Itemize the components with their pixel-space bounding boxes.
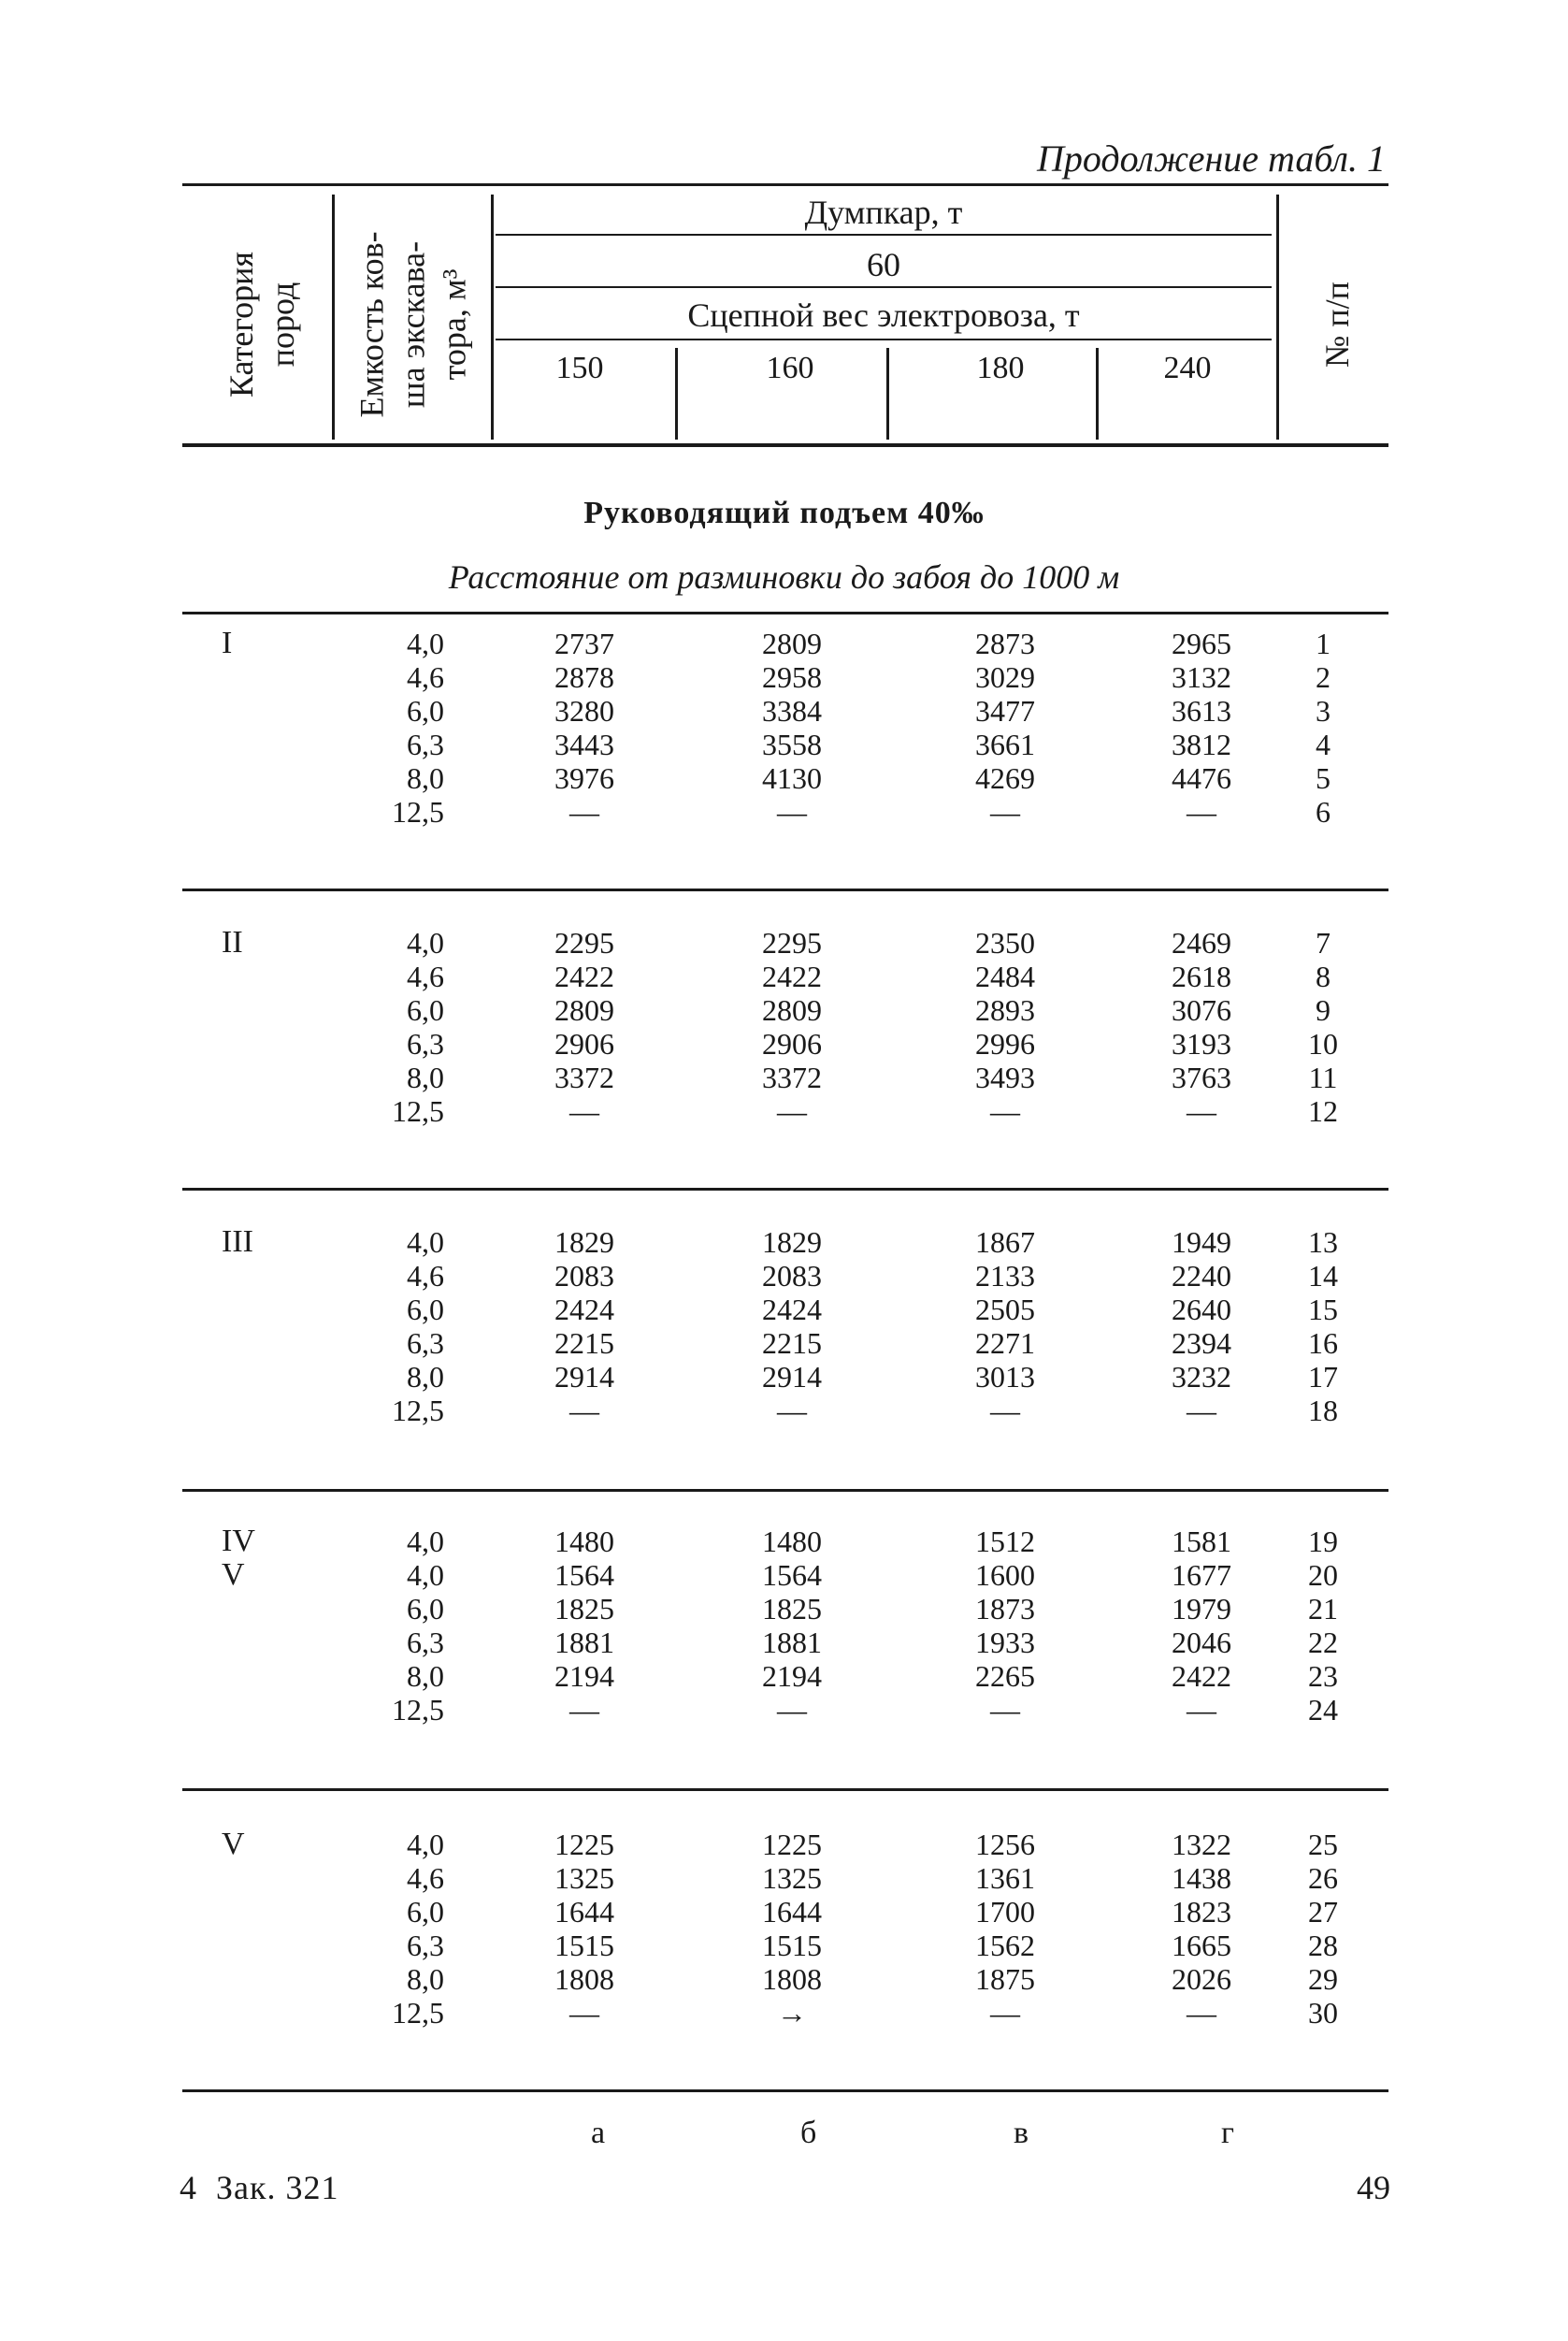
column-letter-g: г <box>1221 2116 1234 2150</box>
weight-240: 240 <box>1163 351 1212 385</box>
table-row <box>182 795 1388 829</box>
table-row <box>182 728 1388 761</box>
group-rule <box>182 1788 1388 1791</box>
weight-160: 160 <box>766 351 814 385</box>
cell-a: 1480 <box>554 1525 614 1558</box>
cell-v: 2133 <box>975 1259 1035 1293</box>
row-number: 3 <box>1316 694 1331 728</box>
cell-a: 2914 <box>554 1360 614 1394</box>
header-category: Категория пород <box>223 252 301 397</box>
bucket-capacity: 4,0 <box>407 1558 444 1592</box>
header-dumpcar-value: 60 <box>867 246 900 283</box>
cell-v: 2996 <box>975 1027 1035 1061</box>
bucket-capacity: 4,0 <box>407 627 444 660</box>
cell-a: 2878 <box>554 660 614 694</box>
cell-b: — <box>777 1094 807 1128</box>
row-number: 1 <box>1316 627 1331 660</box>
cell-g: 1677 <box>1172 1558 1231 1592</box>
row-number: 20 <box>1308 1558 1338 1592</box>
cell-b: 1325 <box>762 1861 822 1895</box>
bucket-capacity: 12,5 <box>392 795 444 829</box>
cell-v: 3013 <box>975 1360 1035 1394</box>
cell-v: 1873 <box>975 1592 1035 1626</box>
bucket-capacity: 4,0 <box>407 1225 444 1259</box>
table-row <box>182 1259 1388 1293</box>
rock-category: II <box>222 925 243 960</box>
table-row <box>182 1659 1388 1693</box>
row-number: 12 <box>1308 1094 1338 1128</box>
bucket-capacity: 4,6 <box>407 1259 444 1293</box>
cell-g: 3763 <box>1172 1061 1231 1094</box>
bucket-capacity: 12,5 <box>392 1693 444 1727</box>
bucket-capacity: 6,3 <box>407 1929 444 1962</box>
rock-category: I <box>222 626 233 660</box>
cell-g: 1581 <box>1172 1525 1231 1558</box>
row-number: 18 <box>1308 1394 1338 1427</box>
row-number: 14 <box>1308 1259 1338 1293</box>
cell-a: 1881 <box>554 1626 614 1659</box>
cell-g: 2240 <box>1172 1259 1231 1293</box>
table-row <box>182 1558 1388 1592</box>
cell-g: 3812 <box>1172 728 1231 761</box>
cell-v: 1875 <box>975 1962 1035 1996</box>
cell-v: 3661 <box>975 728 1035 761</box>
row-number: 2 <box>1316 660 1331 694</box>
row-number: 4 <box>1316 728 1331 761</box>
cell-v: 2271 <box>975 1326 1035 1360</box>
rock-category: III <box>222 1224 253 1259</box>
header-dumpcar: Думпкар, т <box>804 194 963 231</box>
bucket-capacity: 6,3 <box>407 1326 444 1360</box>
cell-a: 3372 <box>554 1061 614 1094</box>
cell-a: 3976 <box>554 761 614 795</box>
cell-a: 1808 <box>554 1962 614 1996</box>
table-row <box>182 1326 1388 1360</box>
section-rule <box>182 612 1388 614</box>
header-rule <box>496 234 1272 236</box>
cell-b: 1480 <box>762 1525 822 1558</box>
cell-a: 2215 <box>554 1326 614 1360</box>
weight-180: 180 <box>976 351 1025 385</box>
table-row <box>182 1027 1388 1061</box>
cell-b: 2215 <box>762 1326 822 1360</box>
header-divider <box>1276 195 1279 440</box>
row-number: 24 <box>1308 1693 1338 1727</box>
group-rule <box>182 1188 1388 1191</box>
bucket-capacity: 12,5 <box>392 1094 444 1128</box>
cell-b: 2809 <box>762 993 822 1027</box>
section-title: Руководящий подъем 40‰ <box>583 496 985 530</box>
cell-b: — <box>777 1394 807 1427</box>
cell-g: 3132 <box>1172 660 1231 694</box>
cell-v: 3029 <box>975 660 1035 694</box>
bucket-capacity: 4,0 <box>407 926 444 960</box>
cell-g: — <box>1187 795 1216 829</box>
cell-a: 2737 <box>554 627 614 660</box>
row-number: 10 <box>1308 1027 1338 1061</box>
cell-g: 2422 <box>1172 1659 1231 1693</box>
bucket-capacity: 12,5 <box>392 1394 444 1427</box>
cell-v: 2505 <box>975 1293 1035 1326</box>
row-number: 26 <box>1308 1861 1338 1895</box>
table-caption: Продолжение табл. 1 <box>1036 137 1386 180</box>
row-number: 7 <box>1316 926 1331 960</box>
table-row <box>182 761 1388 795</box>
cell-g: 1665 <box>1172 1929 1231 1962</box>
bucket-capacity: 8,0 <box>407 1659 444 1693</box>
cell-g: 3232 <box>1172 1360 1231 1394</box>
cell-b: 2083 <box>762 1259 822 1293</box>
cell-g: 2618 <box>1172 960 1231 993</box>
cell-g: 2394 <box>1172 1326 1231 1360</box>
header-rule <box>496 286 1272 288</box>
cell-g: — <box>1187 1996 1216 2030</box>
cell-b: 1808 <box>762 1962 822 1996</box>
cell-v: 1700 <box>975 1895 1035 1929</box>
cell-a: 2422 <box>554 960 614 993</box>
cell-v: 1256 <box>975 1828 1035 1861</box>
table-group <box>182 1525 1388 1736</box>
row-number: 21 <box>1308 1592 1338 1626</box>
table-row <box>182 1061 1388 1094</box>
section-subtitle: Расстояние от разминовки до забоя до 1000 м <box>448 558 1120 596</box>
row-number: 6 <box>1316 795 1331 829</box>
cell-v: 2265 <box>975 1659 1035 1693</box>
table-group <box>182 1225 1388 1437</box>
cell-a: 1564 <box>554 1558 614 1592</box>
cell-v: — <box>990 795 1020 829</box>
cell-v: 2484 <box>975 960 1035 993</box>
bucket-capacity: 6,3 <box>407 1626 444 1659</box>
table-row <box>182 926 1388 960</box>
cell-g: — <box>1187 1394 1216 1427</box>
cell-a: 2424 <box>554 1293 614 1326</box>
table-row <box>182 1525 1388 1558</box>
weight-150: 150 <box>555 351 604 385</box>
row-number: 13 <box>1308 1225 1338 1259</box>
header-top-rule <box>182 183 1388 186</box>
cell-v: 1361 <box>975 1861 1035 1895</box>
cell-b: 2958 <box>762 660 822 694</box>
cell-a: 1644 <box>554 1895 614 1929</box>
cell-a: 3280 <box>554 694 614 728</box>
row-number: 28 <box>1308 1929 1338 1962</box>
cell-g: 1322 <box>1172 1828 1231 1861</box>
cell-b: 2424 <box>762 1293 822 1326</box>
cell-b: 4130 <box>762 761 822 795</box>
row-number: 27 <box>1308 1895 1338 1929</box>
table-row <box>182 1996 1388 2030</box>
cell-v: 1512 <box>975 1525 1035 1558</box>
cell-g: 3193 <box>1172 1027 1231 1061</box>
cell-b: — <box>777 1693 807 1727</box>
table-row <box>182 627 1388 660</box>
footer-order-number: 4 Зак. 321 <box>180 2169 339 2206</box>
bucket-capacity: 6,3 <box>407 728 444 761</box>
cell-b: 2809 <box>762 627 822 660</box>
table-group <box>182 627 1388 838</box>
cell-v: 2873 <box>975 627 1035 660</box>
rock-category: V <box>222 1827 245 1861</box>
cell-g: 2046 <box>1172 1626 1231 1659</box>
table-row <box>182 1394 1388 1427</box>
cell-a: 2295 <box>554 926 614 960</box>
bucket-capacity: 8,0 <box>407 1962 444 1996</box>
cell-b: 2295 <box>762 926 822 960</box>
bucket-capacity: 8,0 <box>407 1061 444 1094</box>
group-rule <box>182 2089 1388 2092</box>
cell-v: — <box>990 1693 1020 1727</box>
table-row <box>182 1360 1388 1394</box>
cell-v: 1933 <box>975 1626 1035 1659</box>
cell-v: 2350 <box>975 926 1035 960</box>
cell-g: 2640 <box>1172 1293 1231 1326</box>
cell-g: — <box>1187 1094 1216 1128</box>
header-bottom-rule <box>182 443 1388 447</box>
table-row <box>182 1094 1388 1128</box>
cell-b: 1564 <box>762 1558 822 1592</box>
table-row <box>182 1225 1388 1259</box>
table-row <box>182 1293 1388 1326</box>
row-number: 23 <box>1308 1659 1338 1693</box>
row-number: 5 <box>1316 761 1331 795</box>
cell-v: 1867 <box>975 1225 1035 1259</box>
cell-g: 2469 <box>1172 926 1231 960</box>
cell-b: 1829 <box>762 1225 822 1259</box>
cell-g: 2965 <box>1172 627 1231 660</box>
bucket-capacity: 6,0 <box>407 1293 444 1326</box>
cell-v: 3477 <box>975 694 1035 728</box>
table-row <box>182 1828 1388 1861</box>
cell-b: 1225 <box>762 1828 822 1861</box>
bucket-capacity: 8,0 <box>407 761 444 795</box>
header-divider <box>491 195 494 440</box>
bucket-capacity: 6,0 <box>407 993 444 1027</box>
cell-v: 1562 <box>975 1929 1035 1962</box>
bucket-capacity: 4,6 <box>407 660 444 694</box>
cell-b: — <box>777 795 807 829</box>
cell-v: 3493 <box>975 1061 1035 1094</box>
cell-a: 2809 <box>554 993 614 1027</box>
cell-b: 3372 <box>762 1061 822 1094</box>
row-number: 16 <box>1308 1326 1338 1360</box>
cell-b: 2914 <box>762 1360 822 1394</box>
header-divider <box>332 195 335 440</box>
cell-g: — <box>1187 1693 1216 1727</box>
cell-v: 2893 <box>975 993 1035 1027</box>
group-rule <box>182 889 1388 891</box>
table-row <box>182 993 1388 1027</box>
table-row <box>182 1861 1388 1895</box>
table-group <box>182 1828 1388 2039</box>
bucket-capacity: 6,0 <box>407 1895 444 1929</box>
cell-a: — <box>569 1693 599 1727</box>
bucket-capacity: 4,6 <box>407 960 444 993</box>
cell-v: — <box>990 1094 1020 1128</box>
cell-g: 1949 <box>1172 1225 1231 1259</box>
bucket-capacity: 6,0 <box>407 1592 444 1626</box>
cell-b: 1881 <box>762 1626 822 1659</box>
rock-category: IV V <box>222 1524 255 1592</box>
cell-v: 1600 <box>975 1558 1035 1592</box>
cell-b: 1515 <box>762 1929 822 1962</box>
header-capacity: Емкость ков- ша экскава- тора, м³ <box>353 231 474 418</box>
cell-b: 3384 <box>762 694 822 728</box>
cell-b: → <box>777 1996 807 2030</box>
row-number: 22 <box>1308 1626 1338 1659</box>
cell-g: 3613 <box>1172 694 1231 728</box>
table-row <box>182 1626 1388 1659</box>
row-number: 29 <box>1308 1962 1338 1996</box>
cell-a: — <box>569 1996 599 2030</box>
cell-g: 3076 <box>1172 993 1231 1027</box>
cell-a: 1225 <box>554 1828 614 1861</box>
cell-b: 1825 <box>762 1592 822 1626</box>
column-letter-v: в <box>1014 2116 1029 2150</box>
bucket-capacity: 6,0 <box>407 694 444 728</box>
cell-a: 2083 <box>554 1259 614 1293</box>
cell-b: 2906 <box>762 1027 822 1061</box>
table-group <box>182 926 1388 1137</box>
row-number: 11 <box>1308 1061 1338 1094</box>
table-row <box>182 1962 1388 1996</box>
table-row <box>182 1592 1388 1626</box>
cell-g: 4476 <box>1172 761 1231 795</box>
bucket-capacity: 4,0 <box>407 1525 444 1558</box>
page-number: 49 <box>1357 2169 1390 2206</box>
table-row <box>182 1895 1388 1929</box>
row-number: 9 <box>1316 993 1331 1027</box>
row-number: 17 <box>1308 1360 1338 1394</box>
cell-a: 3443 <box>554 728 614 761</box>
cell-a: — <box>569 795 599 829</box>
cell-g: 1438 <box>1172 1861 1231 1895</box>
cell-a: 1515 <box>554 1929 614 1962</box>
row-number: 19 <box>1308 1525 1338 1558</box>
table-row <box>182 1693 1388 1727</box>
row-number: 30 <box>1308 1996 1338 2030</box>
cell-g: 1979 <box>1172 1592 1231 1626</box>
cell-a: 2906 <box>554 1027 614 1061</box>
row-number: 15 <box>1308 1293 1338 1326</box>
bucket-capacity: 4,0 <box>407 1828 444 1861</box>
cell-a: 1829 <box>554 1225 614 1259</box>
column-letter-b: б <box>800 2116 817 2150</box>
bucket-capacity: 8,0 <box>407 1360 444 1394</box>
bucket-capacity: 6,3 <box>407 1027 444 1061</box>
header-divider <box>886 348 889 440</box>
cell-a: 1325 <box>554 1861 614 1895</box>
header-divider <box>675 348 678 440</box>
table-row <box>182 694 1388 728</box>
cell-v: — <box>990 1996 1020 2030</box>
column-letter-a: а <box>591 2116 606 2150</box>
cell-b: 2422 <box>762 960 822 993</box>
cell-g: 1823 <box>1172 1895 1231 1929</box>
cell-b: 1644 <box>762 1895 822 1929</box>
row-number: 25 <box>1308 1828 1338 1861</box>
cell-v: — <box>990 1394 1020 1427</box>
table-row <box>182 960 1388 993</box>
header-coupling-weight: Сцепной вес электровоза, т <box>687 296 1080 334</box>
cell-g: 2026 <box>1172 1962 1231 1996</box>
bucket-capacity: 4,6 <box>407 1861 444 1895</box>
header-number: № п/п <box>1317 282 1356 368</box>
bucket-capacity: 12,5 <box>392 1996 444 2030</box>
cell-b: 2194 <box>762 1659 822 1693</box>
cell-a: 1825 <box>554 1592 614 1626</box>
cell-a: — <box>569 1394 599 1427</box>
cell-b: 3558 <box>762 728 822 761</box>
table-row <box>182 1929 1388 1962</box>
cell-a: — <box>569 1094 599 1128</box>
cell-v: 4269 <box>975 761 1035 795</box>
table-row <box>182 660 1388 694</box>
row-number: 8 <box>1316 960 1331 993</box>
group-rule <box>182 1489 1388 1492</box>
cell-a: 2194 <box>554 1659 614 1693</box>
header-rule <box>496 339 1272 340</box>
